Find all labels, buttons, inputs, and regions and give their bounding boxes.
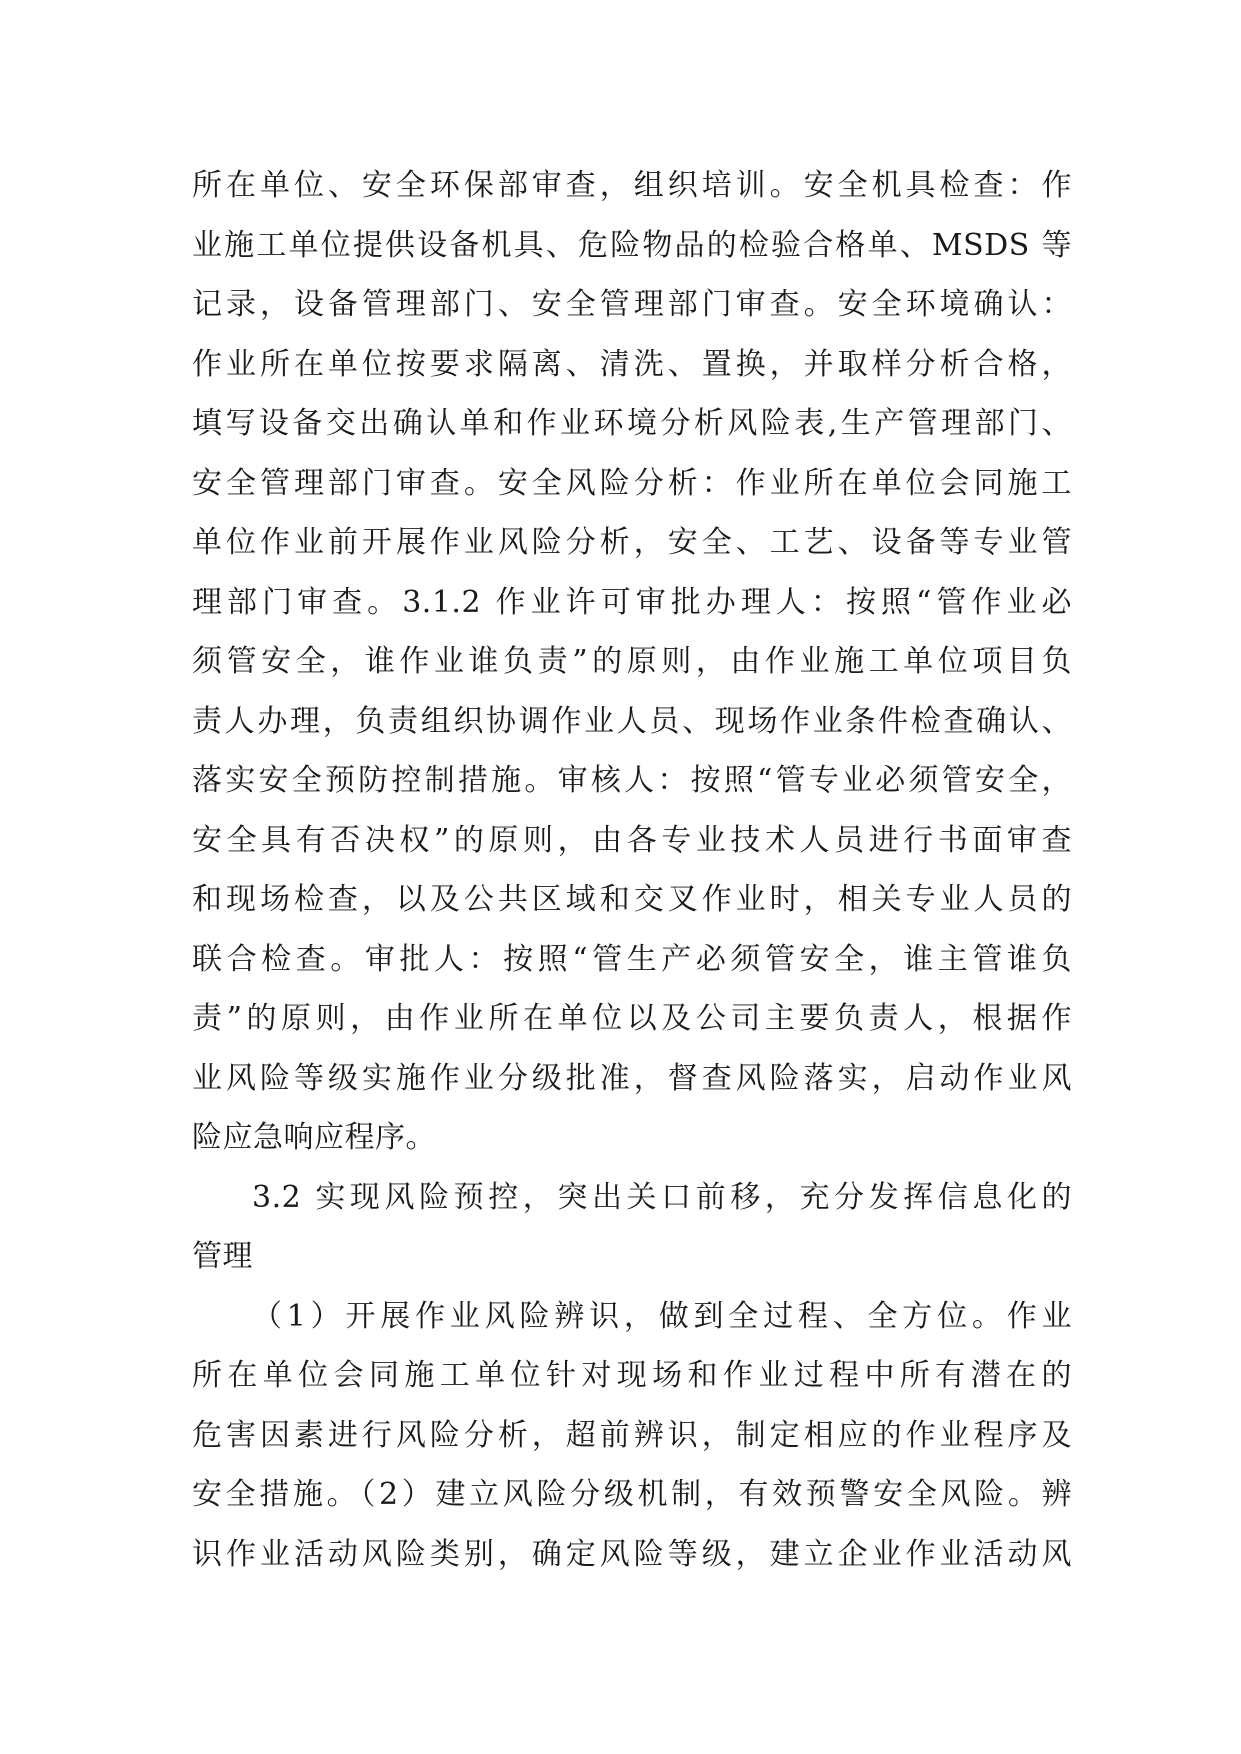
text-line: 落实安全预防控制措施。审核人：按照“管专业必须管安全， [192, 763, 1072, 798]
body-text [192, 156, 1072, 1584]
section-heading-line: 3.2 实现风险预控，突出关口前移，充分发挥信息化的 [252, 1179, 1072, 1215]
text-line: 险应急响应程序。 [192, 1120, 436, 1155]
text-line: （1）开展作业风险辨识，做到全过程、全方位。作业 [252, 1298, 1072, 1334]
text-line: 责人办理，负责组织协调作业人员、现场作业条件检查确认、 [192, 703, 1072, 739]
text-line: 安全具有否决权”的原则，由各专业技术人员进行书面审查 [192, 822, 1072, 858]
text-line: 须管安全，谁作业谁负责”的原则，由作业施工单位项目负 [192, 644, 1072, 679]
text-line: 和现场检查，以及公共区域和交叉作业时，相关专业人员的 [192, 882, 1072, 917]
text-line: 记录，设备管理部门、安全管理部门审查。安全环境确认： [192, 287, 1072, 322]
text-line: 理部门审查。3.1.2 作业许可审批办理人：按照“管作业必 [192, 584, 1072, 620]
text-line: 危害因素进行风险分析，超前辨识，制定相应的作业程序及 [192, 1417, 1072, 1453]
text-line: 所在单位会同施工单位针对现场和作业过程中所有潜在的 [192, 1358, 1072, 1393]
text-line: 填写设备交出确认单和作业环境分析风险表,生产管理部门、 [192, 406, 1072, 441]
text-line: 识作业活动风险类别，确定风险等级，建立企业作业活动风 [192, 1536, 1072, 1572]
text-line: 所在单位、安全环保部审查，组织培训。安全机具检查：作 [192, 168, 1072, 203]
text-line: 责”的原则，由作业所在单位以及公司主要负责人，根据作 [192, 1001, 1072, 1036]
text-line: 单位作业前开展作业风险分析，安全、工艺、设备等专业管 [192, 525, 1072, 560]
text-line: 作业所在单位按要求隔离、清洗、置换，并取样分析合格， [192, 346, 1072, 382]
text-line: 安全管理部门审查。安全风险分析：作业所在单位会同施工 [192, 465, 1072, 501]
text-line: 业风险等级实施作业分级批准，督查风险落实，启动作业风 [192, 1060, 1072, 1096]
section-heading-line: 管理 [192, 1239, 253, 1274]
text-line: 安全措施。（2）建立风险分级机制，有效预警安全风险。辨 [192, 1477, 1072, 1512]
text-line: 业施工单位提供设备机具、危险物品的检验合格单、MSDS 等 [192, 227, 1072, 263]
text-line: 联合检查。审批人：按照“管生产必须管安全，谁主管谁负 [192, 941, 1072, 977]
